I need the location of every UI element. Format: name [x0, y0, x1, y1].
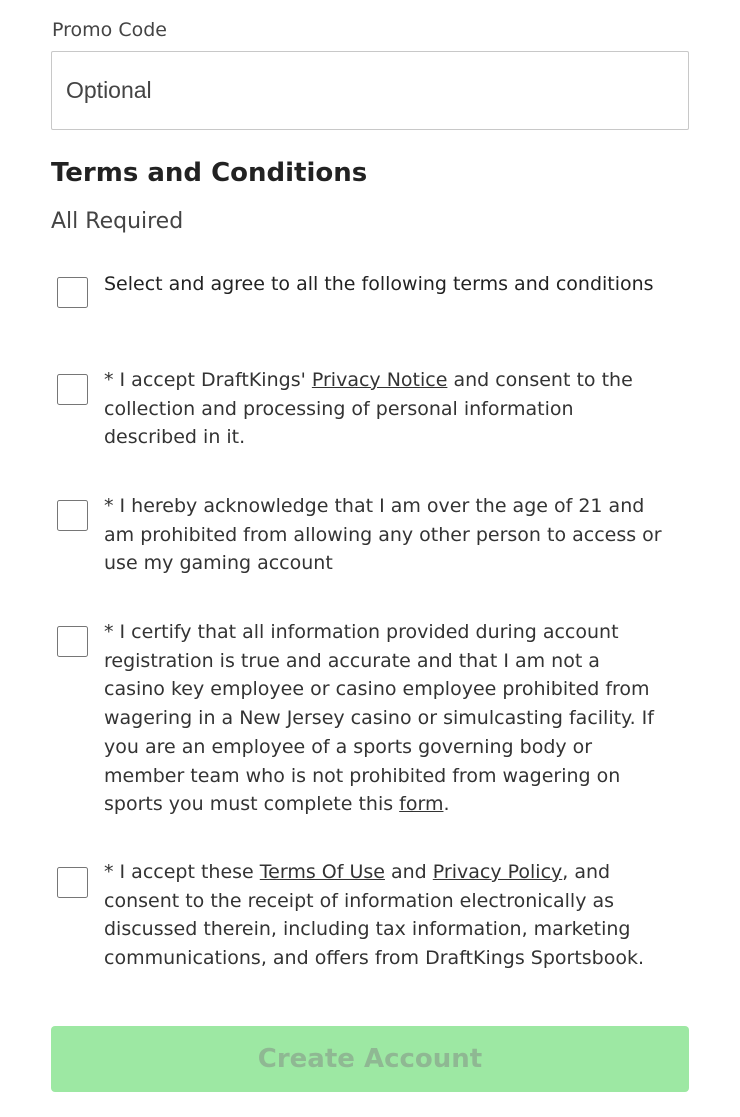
privacy-notice-text: [104, 366, 664, 452]
term-text-segment: * I accept DraftKings': [104, 369, 312, 391]
privacy-policy-link[interactable]: Privacy Policy: [432, 861, 563, 883]
term-text-segment: and: [384, 861, 433, 883]
terms-of-use-checkbox[interactable]: [57, 867, 88, 898]
term-text-segment: , and consent to the receipt of information electronically as discussed therein, including tax information, marketing communications, and offers from DraftKings Sportsbook.: [104, 861, 645, 970]
promo-code-label: Promo Code: [52, 19, 167, 41]
create-account-button[interactable]: Create Account: [51, 1026, 689, 1092]
promo-code-input[interactable]: [51, 51, 689, 130]
select-all-label: Select and agree to all the following terms and conditions: [104, 273, 654, 295]
select-all-checkbox[interactable]: [57, 277, 88, 308]
privacy-notice-link[interactable]: Privacy Notice: [311, 369, 448, 391]
privacy-notice-checkbox[interactable]: [57, 374, 88, 405]
term-text-segment: .: [443, 793, 450, 816]
certify-checkbox[interactable]: [57, 626, 88, 657]
form-link[interactable]: form: [399, 793, 444, 816]
age-acknowledge-text: * I hereby acknowledge that I am over the age of 21 and am prohibited from allowing any other person to access or use my gaming account: [104, 495, 662, 575]
terms-title: Terms and Conditions: [51, 158, 368, 188]
terms-of-use-text: [104, 858, 664, 973]
certify-text: [104, 618, 664, 819]
term-text-segment: * I accept these: [104, 861, 260, 883]
term-text-segment: * I certify that all information provided during account registration is true and accurate and that I am not a casino key employee or casino employee prohibited from wagering in a New Jersey casino or simulcasting facility. If you are an employee of a sports governing body or member team who is not prohibited from wagering on sports you must complete this: [104, 621, 654, 816]
terms-of-use-link[interactable]: Terms Of Use: [259, 861, 385, 883]
term-text-segment: and consent to the collection and processing of personal information described in it.: [104, 369, 633, 449]
age-acknowledge-checkbox[interactable]: [57, 500, 88, 531]
terms-subtitle: All Required: [51, 209, 184, 234]
